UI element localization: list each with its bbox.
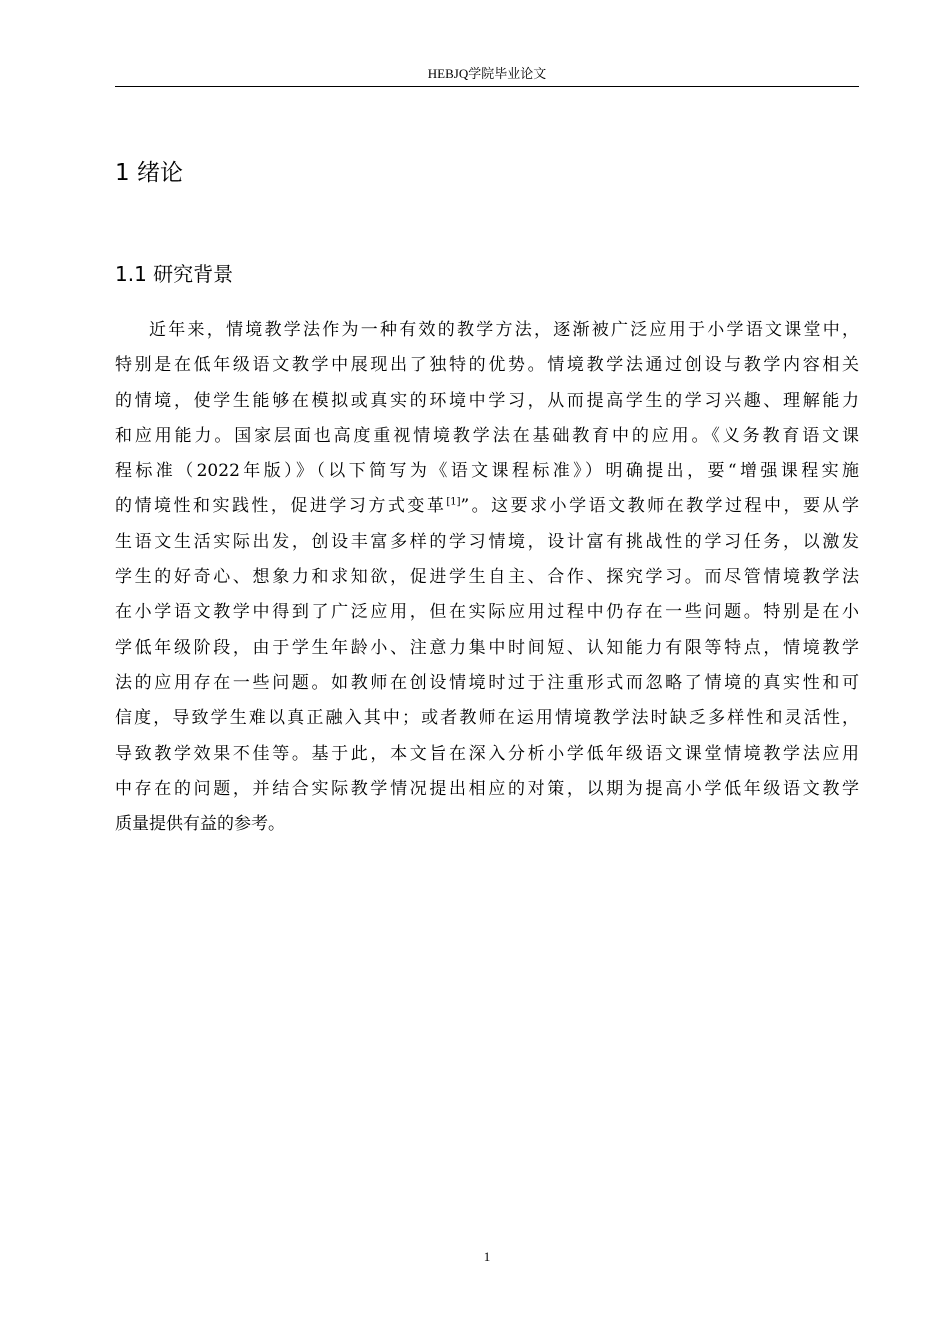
page-number: 1 (483, 1249, 491, 1264)
chapter-title: 1 绪论 (115, 160, 183, 186)
paragraph-line-with-citation (115, 489, 859, 524)
paragraph-line: 质量提供有益的参考。 (115, 814, 285, 835)
cited-line-text-after: ”。这要求小学语文教师在教学过程中，要从学 (460, 496, 859, 517)
paragraph-line: 的情境，使学生能够在模拟或真实的环境中学习，从而提高学生的学习兴趣、理解能力 (115, 390, 859, 411)
cited-line-text-before: 的情境性和实践性，促进学习方式变革 (115, 496, 447, 517)
paragraph-line: 学低年级阶段，由于学生年龄小、注意力集中时间短、认知能力有限等特点，情境教学 (115, 637, 859, 658)
paragraph-line: 在小学语文教学中得到了广泛应用，但在实际应用过程中仍存在一些问题。特别是在小 (115, 602, 859, 623)
paragraph-line: 特别是在低年级语文教学中展现出了独特的优势。情境教学法通过创设与教学内容相关 (115, 355, 859, 376)
paragraph-line: 导致教学效果不佳等。基于此，本文旨在深入分析小学低年级语文课堂情境教学法应用 (115, 743, 859, 764)
paragraph-line: 中存在的问题，并结合实际教学情况提出相应的对策，以期为提高小学低年级语文教学 (115, 778, 859, 799)
paragraph-line: 和应用能力。国家层面也高度重视情境教学法在基础教育中的应用。《义务教育语文课 (115, 425, 859, 446)
body-paragraph (115, 313, 859, 842)
header-rule (115, 86, 859, 87)
paragraph-line: 生语文生活实际出发，创设丰富多样的学习情境，设计富有挑战性的学习任务，以激发 (115, 531, 859, 552)
paragraph-line: 法的应用存在一些问题。如教师在创设情境时过于注重形式而忽略了情境的真实性和可 (115, 672, 859, 693)
running-header: HEBJQ学院毕业论文 (427, 66, 547, 81)
citation-reference[interactable]: [1] (446, 496, 461, 508)
paragraph-line: 近年来，情境教学法作为一种有效的教学方法，逐渐被广泛应用于小学语文课堂中， (149, 320, 859, 340)
paragraph-line: 学生的好奇心、想象力和求知欲，促进学生自主、合作、探究学习。而尽管情境教学法 (115, 567, 859, 588)
paragraph-line: 程标准（2022年版）》（以下简写为《语文课程标准》）明确提出，要“增强课程实施 (115, 461, 859, 482)
section-title: 1.1 研究背景 (115, 262, 234, 286)
paragraph-line: 信度，导致学生难以真正融入其中；或者教师在运用情境教学法时缺乏多样性和灵活性， (115, 708, 859, 729)
